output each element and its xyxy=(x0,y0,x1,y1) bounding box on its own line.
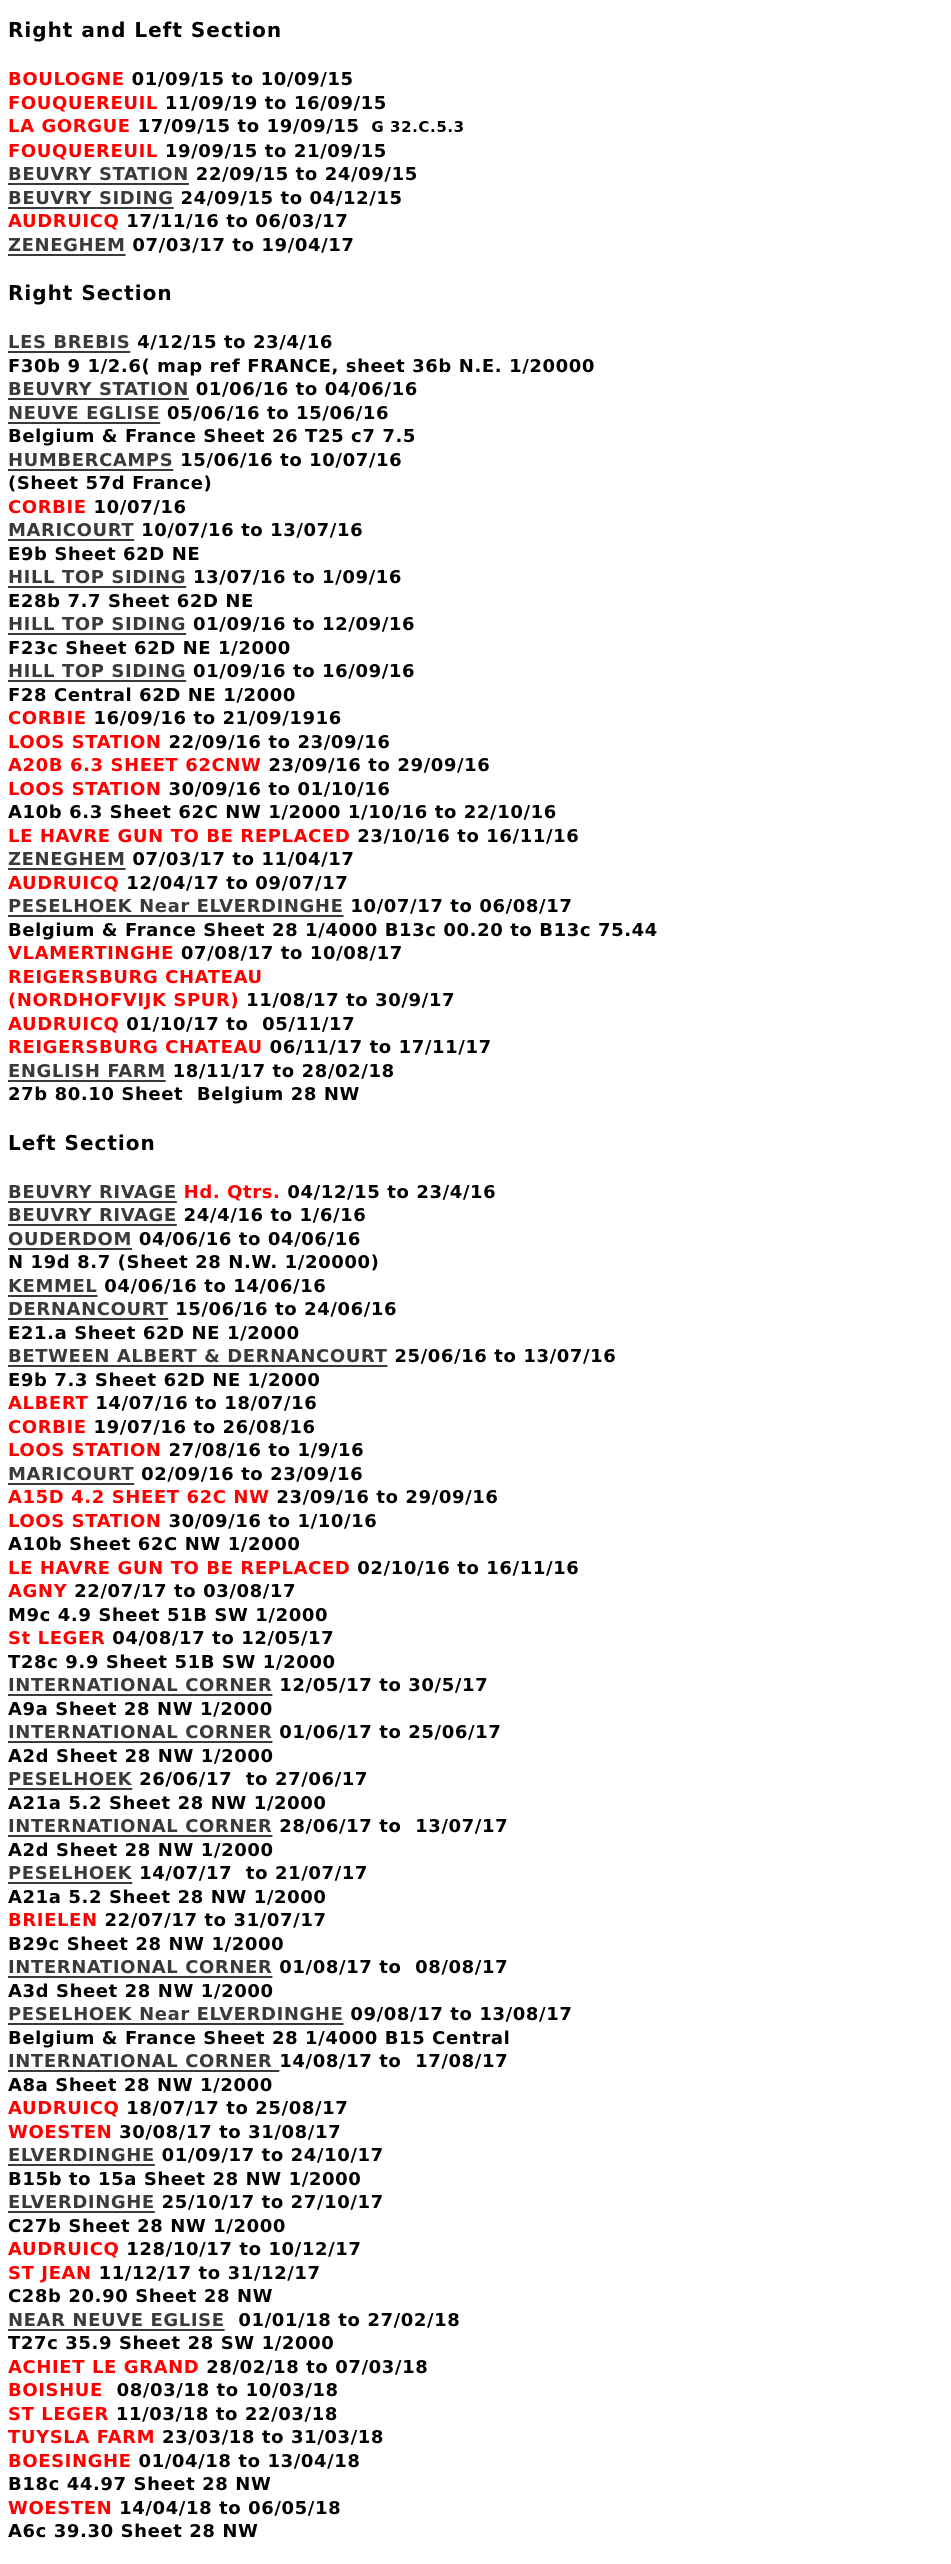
entry-line xyxy=(8,1768,945,1792)
entry-text: 06/11/17 to 17/11/17 xyxy=(262,1037,492,1058)
entry-text: E9b 7.3 Sheet 62D NE 1/2000 xyxy=(8,1369,321,1391)
location-name-underlined: ELVERDINGHE xyxy=(8,2145,155,2166)
location-name-underlined: INTERNATIONAL CORNER xyxy=(8,1675,273,1696)
entry-text: 28/02/18 to 07/03/18 xyxy=(199,2356,429,2378)
entry-line xyxy=(8,2520,945,2544)
entry-text: 01/09/16 to 12/09/16 xyxy=(186,614,416,635)
entry-text: 14/08/17 to 17/08/17 xyxy=(279,2051,509,2072)
entry-text: 27b 80.10 Sheet Belgium 28 NW xyxy=(8,1084,360,1105)
entry-line xyxy=(8,2238,945,2262)
entry-text: 02/09/16 to 23/09/16 xyxy=(134,1463,364,1485)
map-reference: G 32.C.5.3 xyxy=(359,118,465,136)
entry-text: 19/07/16 to 26/08/16 xyxy=(86,1416,316,1438)
entry-text: 30/09/16 to 1/10/16 xyxy=(161,1510,378,1532)
location-name-underlined: NEAR NEUVE EGLISE xyxy=(8,2309,225,2331)
entry-line xyxy=(8,2356,945,2380)
entry-line xyxy=(8,1909,945,1933)
entry-line xyxy=(8,425,945,449)
location-name-red: LOOS STATION xyxy=(8,731,162,753)
entry-text: 16/09/16 to 21/09/1916 xyxy=(86,708,342,729)
entry-line xyxy=(8,1604,945,1628)
entry-line xyxy=(8,1275,945,1299)
entry-line xyxy=(8,1886,945,1910)
entry-text: Belgium & France Sheet 26 T25 c7 7.5 xyxy=(8,426,417,447)
entry-line xyxy=(8,1228,945,1252)
entry-text: F28 Central 62D NE 1/2000 xyxy=(8,684,296,706)
location-name-underlined: BETWEEN ALBERT & DERNANCOURT xyxy=(8,1346,388,1367)
entry-line xyxy=(8,2074,945,2098)
entry-text: 11/08/17 to 30/9/17 xyxy=(239,990,456,1011)
entry-text: 05/06/16 to 15/06/16 xyxy=(160,402,390,424)
location-name-underlined: ENGLISH FARM xyxy=(8,1060,166,1082)
entry-text: 07/08/17 to 10/08/17 xyxy=(173,943,403,964)
section xyxy=(8,1131,945,2544)
entry-text: 14/04/18 to 06/05/18 xyxy=(112,2497,342,2519)
entry-text: C28b 20.90 Sheet 28 NW xyxy=(8,2286,274,2307)
location-name-underlined: HUMBERCAMPS xyxy=(8,449,174,471)
document xyxy=(8,18,945,2544)
location-name-red: WOESTEN xyxy=(8,2497,113,2519)
entry-text: A9a Sheet 28 NW 1/2000 xyxy=(8,1698,273,1720)
entry-line xyxy=(8,895,945,919)
entry-line xyxy=(8,163,945,187)
entry-line xyxy=(8,778,945,802)
entry-text: E9b Sheet 62D NE xyxy=(8,543,201,565)
entry-text: 23/09/16 to 29/09/16 xyxy=(261,755,491,776)
entry-text: 10/07/17 to 06/08/17 xyxy=(343,896,573,917)
entry-text: 27/08/16 to 1/9/16 xyxy=(161,1440,365,1461)
location-name-underlined: KEMMEL xyxy=(8,1275,98,1297)
location-name-red: (NORDHOFVIJK SPUR) xyxy=(8,990,240,1011)
location-name-red: BOESINGHE xyxy=(8,2450,132,2472)
location-name-red: WOESTEN xyxy=(8,2121,113,2143)
entry-line xyxy=(8,1181,945,1205)
location-name-red: A15D 4.2 SHEET 62C NW xyxy=(8,1487,270,1508)
entry-text: 04/08/17 to 12/05/17 xyxy=(105,1628,335,1649)
entry-text: 01/01/18 to 27/02/18 xyxy=(224,2309,461,2331)
location-name-red: AUDRUICQ xyxy=(8,2239,120,2260)
entry-line xyxy=(8,2426,945,2450)
entry-line xyxy=(8,2027,945,2051)
entry-text: 17/11/16 to 06/03/17 xyxy=(119,211,349,232)
entry-text: 17/09/15 to 19/09/15 xyxy=(130,116,360,137)
location-name-underlined: ZENEGHEM xyxy=(8,234,126,256)
location-name-underlined: INTERNATIONAL CORNER xyxy=(8,1816,273,1837)
location-name-red: BOULOGNE xyxy=(8,69,125,90)
location-name-underlined: HILL TOP SIDING xyxy=(8,661,187,682)
entry-line xyxy=(8,1839,945,1863)
entry-text: 01/04/18 to 13/04/18 xyxy=(131,2450,361,2472)
entry-line xyxy=(8,825,945,849)
entry-line xyxy=(8,1933,945,1957)
entry-line xyxy=(8,1369,945,1393)
entry-text: E28b 7.7 Sheet 62D NE xyxy=(8,590,254,612)
entry-line xyxy=(8,2121,945,2145)
entry-line xyxy=(8,1251,945,1275)
entry-line xyxy=(8,919,945,943)
entry-text: 128/10/17 to 10/12/17 xyxy=(119,2239,362,2260)
entry-line xyxy=(8,140,945,164)
entry-line xyxy=(8,92,945,116)
entry-line xyxy=(8,1439,945,1463)
location-name-red: AUDRUICQ xyxy=(8,211,120,232)
entry-line xyxy=(8,966,945,990)
location-name-underlined: MARICOURT xyxy=(8,1463,135,1485)
entry-text: A21a 5.2 Sheet 28 NW 1/2000 xyxy=(8,1792,327,1814)
entry-text: A6c 39.30 Sheet 28 NW xyxy=(8,2521,259,2542)
location-name-underlined: ZENEGHEM xyxy=(8,849,126,870)
entry-text: 15/06/16 to 10/07/16 xyxy=(173,449,403,471)
entry-text: 10/07/16 xyxy=(86,496,187,518)
entry-line xyxy=(8,872,945,896)
entry-text: (Sheet 57d France) xyxy=(8,473,213,494)
entry-text: Belgium & France Sheet 28 1/4000 B13c 00.20 to B13c 75.44 xyxy=(8,919,658,941)
entry-line xyxy=(8,684,945,708)
entry-text: 23/03/18 to 31/03/18 xyxy=(155,2427,385,2448)
entry-line xyxy=(8,2473,945,2497)
entry-line xyxy=(8,1392,945,1416)
location-name-underlined: PESELHOEK xyxy=(8,1769,133,1790)
entry-text: 02/10/16 to 16/11/16 xyxy=(350,1557,580,1579)
entry-text: A10b 6.3 Sheet 62C NW 1/2000 1/10/16 to 22/10/16 xyxy=(8,802,557,823)
location-name-underlined: ELVERDINGHE xyxy=(8,2192,155,2213)
location-name-underlined: INTERNATIONAL CORNER xyxy=(8,1722,273,1743)
entry-text: F23c Sheet 62D NE 1/2000 xyxy=(8,637,291,659)
entry-text: A21a 5.2 Sheet 28 NW 1/2000 xyxy=(8,1886,327,1908)
entry-text: 19/09/15 to 21/09/15 xyxy=(157,140,387,162)
entry-line xyxy=(8,187,945,211)
entry-line xyxy=(8,1013,945,1037)
entry-line xyxy=(8,1510,945,1534)
entry-line xyxy=(8,613,945,637)
location-name-underlined: PESELHOEK Near ELVERDINGHE xyxy=(8,2004,344,2025)
entry-text: 08/03/18 to 10/03/18 xyxy=(102,2380,339,2401)
entry-text: 01/06/16 to 04/06/16 xyxy=(188,379,418,400)
entry-text: 14/07/16 to 18/07/16 xyxy=(88,1393,318,1414)
entry-line xyxy=(8,1036,945,1060)
location-name-red: CORBIE xyxy=(8,708,87,729)
entry-line xyxy=(8,1533,945,1557)
entry-text: A3d Sheet 28 NW 1/2000 xyxy=(8,1980,274,2002)
location-name-red: AUDRUICQ xyxy=(8,2098,120,2119)
entry-text: 04/06/16 to 14/06/16 xyxy=(97,1275,327,1297)
entry-line xyxy=(8,731,945,755)
entry-line xyxy=(8,2285,945,2309)
entry-text: F30b 9 1/2.6( map ref FRANCE, sheet 36b N.E. 1/20000 xyxy=(8,355,596,377)
location-name-underlined: INTERNATIONAL CORNER xyxy=(8,1957,273,1978)
entry-text: 11/03/18 to 22/03/18 xyxy=(109,2403,338,2425)
location-name-red: LOOS STATION xyxy=(8,778,162,800)
entry-text: 13/07/16 to 1/09/16 xyxy=(186,567,402,588)
entry-line xyxy=(8,1674,945,1698)
entry-line xyxy=(8,1345,945,1369)
entry-text: 23/10/16 to 16/11/16 xyxy=(350,825,580,847)
entry-line xyxy=(8,1322,945,1346)
entry-line xyxy=(8,2144,945,2168)
section xyxy=(8,18,945,257)
entry-text: 12/05/17 to 30/5/17 xyxy=(272,1675,489,1696)
entry-line xyxy=(8,1463,945,1487)
entry-text: 28/06/17 to 13/07/17 xyxy=(272,1816,509,1837)
entry-text: A8a Sheet 28 NW 1/2000 xyxy=(8,2074,273,2096)
entry-line xyxy=(8,378,945,402)
entry-text: N 19d 8.7 (Sheet 28 N.W. 1/20000) xyxy=(8,1252,380,1273)
entry-text: 09/08/17 to 13/08/17 xyxy=(343,2004,573,2025)
section-title: Right and Left Section xyxy=(8,18,283,42)
entry-text: E21.a Sheet 62D NE 1/2000 xyxy=(8,1322,300,1344)
entry-text: 01/06/17 to 25/06/17 xyxy=(272,1722,502,1743)
entry-text: 01/08/17 to 08/08/17 xyxy=(272,1957,509,1978)
location-name-red: Hd. Qtrs. xyxy=(176,1181,281,1203)
entry-line xyxy=(8,543,945,567)
entry-line xyxy=(8,1651,945,1675)
location-name-underlined: HILL TOP SIDING xyxy=(8,614,187,635)
entry-line xyxy=(8,2309,945,2333)
entry-text: 04/06/16 to 04/06/16 xyxy=(131,1228,361,1250)
entry-text: 01/09/17 to 24/10/17 xyxy=(154,2145,384,2166)
location-name-underlined: LES BREBIS xyxy=(8,332,131,353)
location-name-underlined: PESELHOEK xyxy=(8,1863,133,1884)
entry-line xyxy=(8,848,945,872)
entry-line xyxy=(8,637,945,661)
entry-line xyxy=(8,1721,945,1745)
entry-text: B15b to 15a Sheet 28 NW 1/2000 xyxy=(8,2168,362,2190)
entry-line xyxy=(8,2332,945,2356)
entry-line xyxy=(8,2003,945,2027)
entry-line xyxy=(8,449,945,473)
entry-text: 24/09/15 to 04/12/15 xyxy=(173,187,403,209)
entry-text: B18c 44.97 Sheet 28 NW xyxy=(8,2474,272,2495)
location-name-red: A20B 6.3 SHEET 62CNW xyxy=(8,755,262,776)
entry-text: 22/07/17 to 03/08/17 xyxy=(67,1581,297,1602)
entry-line xyxy=(8,2497,945,2521)
entry-text: 23/09/16 to 29/09/16 xyxy=(269,1487,499,1508)
entry-line xyxy=(8,660,945,684)
entry-line xyxy=(8,1815,945,1839)
entry-text: 01/09/16 to 16/09/16 xyxy=(186,661,416,682)
location-name-underlined: NEUVE EGLISE xyxy=(8,402,161,424)
location-name-red: LOOS STATION xyxy=(8,1440,162,1461)
entry-text: 18/07/17 to 25/08/17 xyxy=(119,2098,349,2119)
entry-text: 25/06/16 to 13/07/16 xyxy=(387,1346,617,1367)
entry-line xyxy=(8,1745,945,1769)
entry-line xyxy=(8,2050,945,2074)
entry-text: 14/07/17 to 21/07/17 xyxy=(132,1863,369,1884)
entry-text: Belgium & France Sheet 28 1/4000 B15 Central xyxy=(8,2027,511,2049)
location-name-red: REIGERSBURG CHATEAU xyxy=(8,966,263,988)
location-name-red: ALBERT xyxy=(8,1393,89,1414)
entry-line xyxy=(8,1627,945,1651)
entry-line xyxy=(8,1580,945,1604)
entry-line xyxy=(8,1486,945,1510)
entry-text: 10/07/16 to 13/07/16 xyxy=(134,520,364,541)
entry-line xyxy=(8,68,945,92)
entry-line xyxy=(8,1204,945,1228)
entry-line xyxy=(8,115,945,140)
location-name-red: REIGERSBURG CHATEAU xyxy=(8,1037,263,1058)
location-name-red: AUDRUICQ xyxy=(8,1013,120,1035)
location-name-red: LE HAVRE GUN TO BE REPLACED xyxy=(8,1557,351,1579)
entry-line xyxy=(8,210,945,234)
entry-line xyxy=(8,2450,945,2474)
entry-text: 11/09/19 to 16/09/15 xyxy=(157,92,387,114)
entry-line xyxy=(8,355,945,379)
location-name-underlined: BEUVRY RIVAGE xyxy=(8,1181,177,1203)
location-name-underlined: PESELHOEK Near ELVERDINGHE xyxy=(8,896,344,917)
location-name-red: ST LEGER xyxy=(8,2403,110,2425)
entry-line xyxy=(8,801,945,825)
entry-text: T27c 35.9 Sheet 28 SW 1/2000 xyxy=(8,2333,335,2354)
entry-line xyxy=(8,2215,945,2239)
entry-text: 15/06/16 to 24/06/16 xyxy=(168,1299,398,1320)
entry-line xyxy=(8,1862,945,1886)
entry-line xyxy=(8,707,945,731)
location-name-red: LOOS STATION xyxy=(8,1510,162,1532)
entry-line xyxy=(8,1083,945,1107)
entry-line xyxy=(8,472,945,496)
location-name-underlined: DERNANCOURT xyxy=(8,1299,169,1320)
entry-text: A2d Sheet 28 NW 1/2000 xyxy=(8,1839,274,1861)
location-name-underlined: BEUVRY RIVAGE xyxy=(8,1205,177,1226)
location-name-red: AUDRUICQ xyxy=(8,872,120,894)
entry-text: 30/08/17 to 31/08/17 xyxy=(112,2121,342,2143)
location-name-red: ACHIET LE GRAND xyxy=(8,2356,200,2378)
entry-text: 07/03/17 to 19/04/17 xyxy=(125,234,355,256)
entry-text: 18/11/17 to 28/02/18 xyxy=(165,1060,395,1082)
entry-line xyxy=(8,2379,945,2403)
entry-line xyxy=(8,519,945,543)
entry-line xyxy=(8,1298,945,1322)
entry-text: 4/12/15 to 23/4/16 xyxy=(130,332,333,353)
entry-text: 22/09/16 to 23/09/16 xyxy=(161,731,391,753)
location-name-red: CORBIE xyxy=(8,1416,87,1438)
entry-line xyxy=(8,234,945,258)
entry-text: 24/4/16 to 1/6/16 xyxy=(176,1205,367,1226)
entry-text: A10b Sheet 62C NW 1/2000 xyxy=(8,1534,301,1555)
entry-line xyxy=(8,2168,945,2192)
entry-line xyxy=(8,1557,945,1581)
entry-line xyxy=(8,942,945,966)
entry-line xyxy=(8,2097,945,2121)
entry-line xyxy=(8,1792,945,1816)
entry-line xyxy=(8,590,945,614)
location-name-underlined: BEUVRY SIDING xyxy=(8,187,174,209)
entry-text: 11/12/17 to 31/12/17 xyxy=(91,2262,321,2284)
section xyxy=(8,281,945,1107)
entry-text: T28c 9.9 Sheet 51B SW 1/2000 xyxy=(8,1651,336,1673)
entry-line xyxy=(8,2403,945,2427)
location-name-red: TUYSLA FARM xyxy=(8,2427,156,2448)
entry-text: A2d Sheet 28 NW 1/2000 xyxy=(8,1745,274,1767)
location-name-red: VLAMERTINGHE xyxy=(8,943,174,964)
entry-line xyxy=(8,2191,945,2215)
location-name-red: FOUQUEREUIL xyxy=(8,140,158,162)
entry-text: 22/07/17 to 31/07/17 xyxy=(97,1910,327,1931)
entry-line xyxy=(8,989,945,1013)
entry-text: 04/12/15 to 23/4/16 xyxy=(280,1181,497,1203)
location-name-underlined: BEUVRY STATION xyxy=(8,379,189,400)
location-name-red: FOUQUEREUIL xyxy=(8,92,158,114)
entry-line xyxy=(8,1416,945,1440)
entry-line xyxy=(8,1956,945,1980)
location-name-red: LE HAVRE GUN TO BE REPLACED xyxy=(8,825,351,847)
entry-text: B29c Sheet 28 NW 1/2000 xyxy=(8,1933,285,1955)
location-name-underlined: MARICOURT xyxy=(8,520,135,541)
location-name-red: St LEGER xyxy=(8,1628,106,1649)
location-name-underlined: BEUVRY STATION xyxy=(8,164,189,185)
location-name-red: AGNY xyxy=(8,1581,68,1602)
location-name-underlined: INTERNATIONAL CORNER xyxy=(8,2051,280,2072)
entry-line xyxy=(8,754,945,778)
entry-line xyxy=(8,1060,945,1084)
entry-text: 12/04/17 to 09/07/17 xyxy=(119,872,349,894)
entry-line xyxy=(8,496,945,520)
entry-text: M9c 4.9 Sheet 51B SW 1/2000 xyxy=(8,1604,329,1626)
location-name-red: LA GORGUE xyxy=(8,116,131,137)
section-title: Left Section xyxy=(8,1130,156,1155)
entry-line xyxy=(8,331,945,355)
entry-text: C27b Sheet 28 NW 1/2000 xyxy=(8,2215,286,2237)
entry-line xyxy=(8,402,945,426)
entry-text: 01/09/15 to 10/09/15 xyxy=(124,69,354,90)
location-name-red: BRIELEN xyxy=(8,1910,98,1931)
entry-text: 01/10/17 to 05/11/17 xyxy=(119,1013,356,1035)
entry-line xyxy=(8,566,945,590)
entry-line xyxy=(8,2262,945,2286)
entry-line xyxy=(8,1980,945,2004)
location-name-red: ST JEAN xyxy=(8,2262,92,2284)
entry-text: 07/03/17 to 11/04/17 xyxy=(125,849,355,870)
entry-text: 30/09/16 to 01/10/16 xyxy=(161,778,391,800)
section-title: Right Section xyxy=(8,281,173,305)
entry-text: 26/06/17 to 27/06/17 xyxy=(132,1769,369,1790)
location-name-red: CORBIE xyxy=(8,496,87,518)
entry-text: 25/10/17 to 27/10/17 xyxy=(154,2192,384,2213)
location-name-red: BOISHUE xyxy=(8,2380,103,2401)
location-name-underlined: HILL TOP SIDING xyxy=(8,567,187,588)
entry-line xyxy=(8,1698,945,1722)
location-name-underlined: OUDERDOM xyxy=(8,1228,132,1250)
entry-text: 22/09/15 to 24/09/15 xyxy=(188,164,418,185)
